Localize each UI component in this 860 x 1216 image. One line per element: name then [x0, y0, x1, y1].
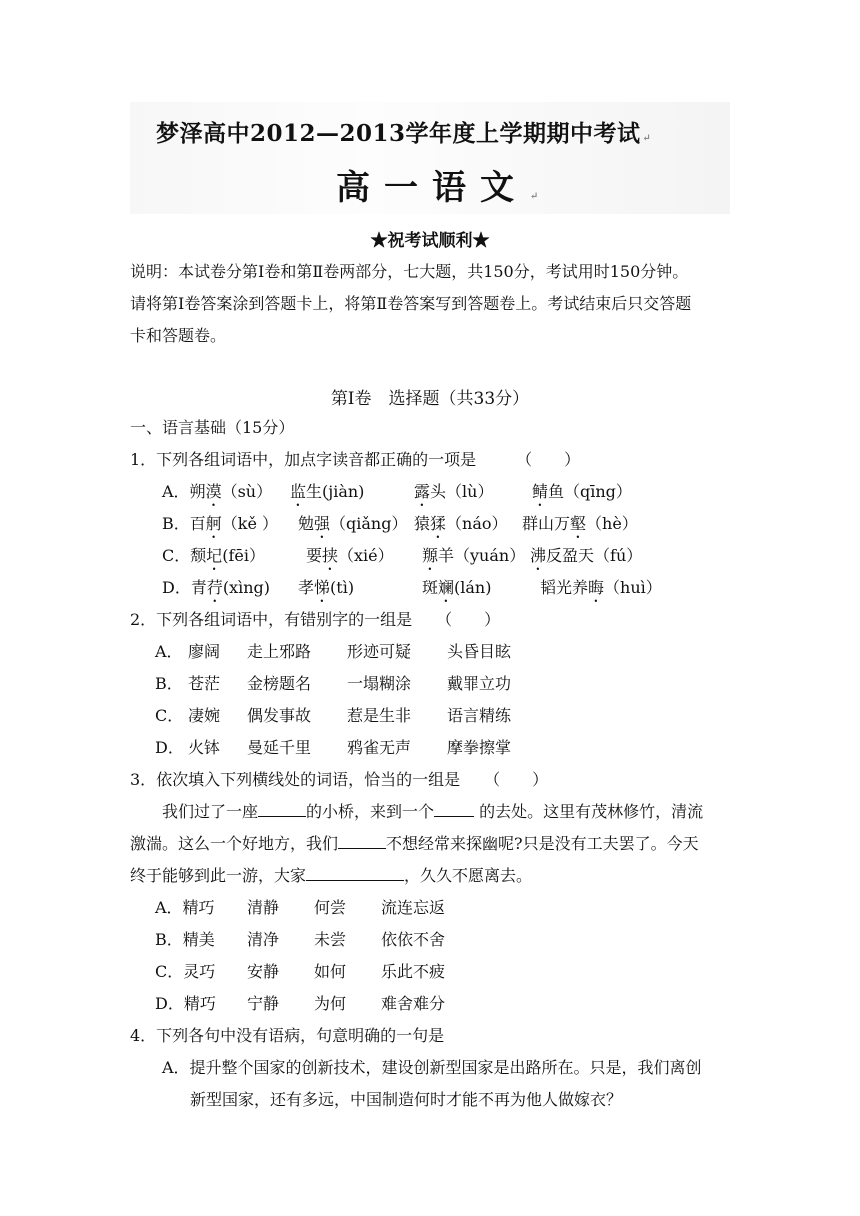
q2-option-cell: 摩拳擦掌	[447, 738, 512, 757]
q3-passage-line: 我们过了一座 的小桥，来到一个 的去处。这里有茂林修竹，清流	[162, 802, 704, 821]
q1-option-cell: 鲭鱼（qīng）	[532, 482, 632, 501]
q1-option-cell: 猿猱（náo）	[414, 514, 508, 533]
question-2-stem: 2．下列各组词语中，有错别字的一组是 （ ）	[130, 610, 501, 629]
blessing-line: ★祝考试顺利★	[370, 231, 490, 251]
q1-option-cell: 沸反盈天（fú）	[530, 546, 643, 565]
q2-option-cell: 戴罪立功	[447, 674, 512, 693]
q3-option-cell: 为何	[314, 994, 347, 1013]
q3-option-cell: 如何	[314, 962, 347, 981]
q2-option-cell: 火钵	[188, 738, 221, 757]
q4-option-line: A．提升整个国家的创新技术，建设创新型国家是出路所在。只是，我们离创	[162, 1058, 702, 1077]
q2-option-letter: A．	[155, 642, 183, 661]
q1-option-cell: 勉强（qiǎng）	[298, 514, 408, 533]
question-3-stem: 3．依次填入下列横线处的词语，恰当的一组是 （ ）	[130, 770, 549, 789]
q3-option-cell: 依依不舍	[381, 930, 446, 949]
q2-option-cell: 苍茫	[188, 674, 221, 693]
fill-blank	[434, 802, 474, 817]
q3-option-cell: 何尝	[314, 898, 347, 917]
fill-blank	[338, 834, 386, 849]
q3-passage-line: 终于能够到此一游，大家 ，久久不愿离去。	[130, 866, 533, 885]
q1-option-cell: 要挟（xié）	[306, 546, 394, 565]
q1-option-cell: 群山万壑（hè）	[522, 514, 638, 533]
instruction-line: 说明：本试卷分第Ⅰ卷和第Ⅱ卷两部分，七大题，共150分，考试用时150分钟。	[130, 262, 689, 281]
q2-option-cell: 曼延千里	[247, 738, 312, 757]
q3-option-cell: 宁静	[247, 994, 280, 1013]
q3-option-cell: 难舍难分	[381, 994, 446, 1013]
question-4-stem: 4．下列各句中没有语病，句意明确的一句是	[130, 1026, 445, 1045]
q3-option-cell: 未尝	[314, 930, 347, 949]
section-heading: 一、语言基础（15分）	[130, 418, 295, 437]
q1-option-cell: 监生(jiàn)	[290, 482, 365, 501]
q2-option-cell: 一塌糊涂	[347, 674, 412, 693]
q2-option-cell: 廖阔	[188, 642, 221, 661]
q2-option-letter: D．	[155, 738, 184, 757]
q3-option-cell: 安静	[247, 962, 280, 981]
q3-option-cell: A．精巧	[155, 898, 215, 917]
instruction-line: 卡和答题卷。	[130, 326, 227, 345]
fill-blank	[258, 802, 306, 817]
q1-option-cell: A．朔漠（sù）	[162, 482, 273, 501]
q1-option-cell: 羱羊（yuán）	[422, 546, 526, 565]
q4-option-line: 新型国家，还有多远，中国制造何时才能不再为他人做嫁衣？	[190, 1090, 623, 1109]
q3-option-cell: 乐此不疲	[381, 962, 446, 981]
fill-blank	[306, 866, 404, 881]
q2-option-cell: 走上邪路	[247, 642, 312, 661]
q2-option-cell: 鸦雀无声	[347, 738, 412, 757]
q3-option-cell: D．精巧	[155, 994, 216, 1013]
q3-option-cell: 流连忘返	[381, 898, 446, 917]
q1-option-cell: C．颓圮(fēi）	[162, 546, 266, 565]
q1-option-cell: 孝悌(tì)	[298, 578, 355, 597]
q1-option-cell: D．青荇(xìng)	[162, 578, 271, 597]
q3-passage-line: 激湍。这么一个好地方，我们 不想经常来探幽呢?只是没有工夫罢了。今天	[130, 834, 699, 853]
subject-title: 高一语文 ↵	[336, 168, 553, 208]
q3-option-cell: C．灵巧	[155, 962, 216, 981]
exam-title: 梦泽高中2012—2013学年度上学期期中考试 ↵	[156, 120, 652, 147]
q2-option-cell: 金榜题名	[247, 674, 312, 693]
part1-title: 第Ⅰ卷 选择题（共33分）	[330, 389, 530, 409]
q1-option-cell: 韬光养晦（huì）	[540, 578, 662, 597]
q1-option-cell: 露头（lù）	[414, 482, 494, 501]
q2-option-cell: 形迹可疑	[347, 642, 412, 661]
q2-option-cell: 惹是生非	[347, 706, 412, 725]
q3-option-cell: 清净	[247, 930, 280, 949]
q2-option-cell: 头昏目眩	[447, 642, 512, 661]
q2-option-cell: 语言精练	[447, 706, 512, 725]
q2-option-letter: B．	[155, 674, 183, 693]
question-1-stem: 1．下列各组词语中，加点字读音都正确的一项是 （ ）	[130, 450, 581, 469]
instruction-line: 请将第Ⅰ卷答案涂到答题卡上，将第Ⅱ卷答案写到答题卷上。考试结束后只交答题	[130, 294, 692, 313]
q3-option-cell: 清静	[247, 898, 280, 917]
q2-option-letter: C．	[155, 706, 184, 725]
q1-option-cell: B．百舸（kě ）	[162, 514, 279, 533]
q2-option-cell: 凄婉	[188, 706, 221, 725]
q1-option-cell: 斑斓(lán)	[422, 578, 492, 597]
q2-option-cell: 偶发事故	[247, 706, 312, 725]
q3-option-cell: B．精美	[155, 930, 215, 949]
